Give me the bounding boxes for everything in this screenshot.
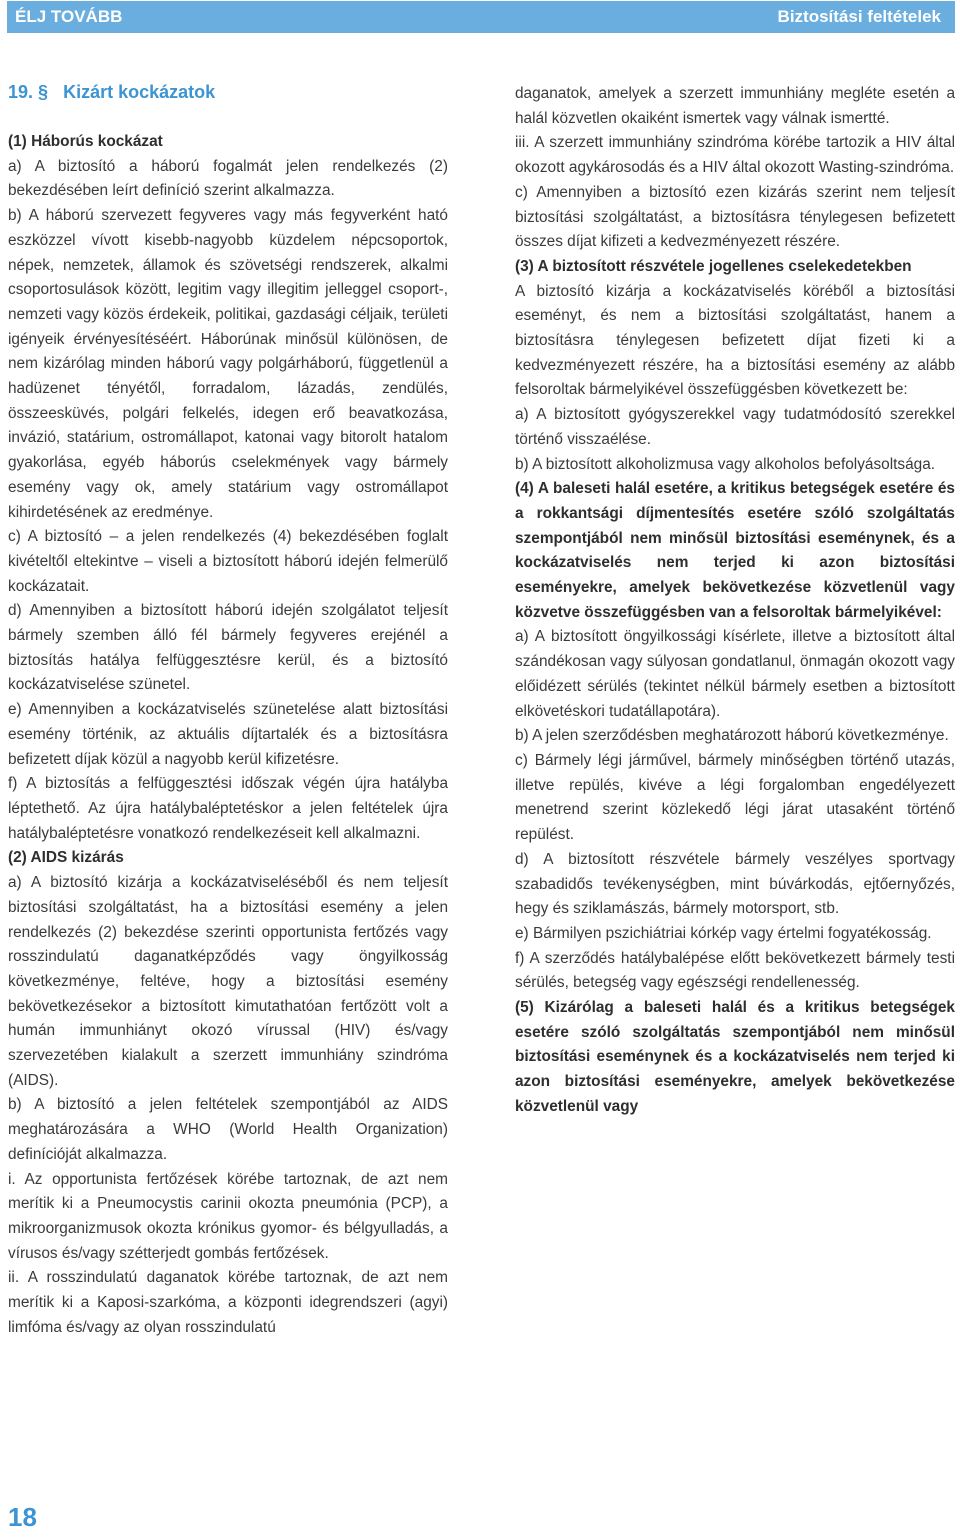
- paragraph: a) A biztosító a háború fogalmát jelen rendelkezés (2) bekezdésében leírt definíció szerint alkalmazza.: [8, 157, 448, 200]
- paragraph: b) A biztosított alkoholizmusa vagy alkoholos befolyásoltsága.: [515, 455, 936, 473]
- left-column: [8, 80, 448, 1340]
- paragraph: ii. A rosszindulatú daganatok körébe tartoznak, de azt nem merítik ki a Kaposi-szarkóma, a központi idegrendszeri (agyi) limfóma és/vagy az olyan rosszindulatú: [8, 1269, 448, 1336]
- section-title-text: Kizárt kockázatok: [63, 82, 216, 102]
- paragraph: d) A biztosított részvétele bármely veszélyes sportvagy szabadidős tevékenységben, mint búvárkodás, ejtőernyőzés, hegy és sziklamászás, bármely motorsport, stb.: [515, 850, 955, 918]
- paragraph: e) Amennyiben a kockázatviselés szünetelése alatt biztosítási esemény történik, az aktuális díjtartalék és a biztosításra befizetett díjak közül a nagyobb kerül kifizetésre.: [8, 701, 448, 768]
- paragraph: e) Bármilyen pszichiátriai kórkép vagy értelmi fogyatékosság.: [515, 924, 932, 942]
- paragraph: a) A biztosított öngyilkossági kísérlete, illetve a biztosított által szándékosan vagy súlyosan gondatlanul, önmagán okozott vagy előidézett sérülés (tekintet nélkül bármely esetben a biztosított elkövetéskori tudatállapotára).: [515, 628, 955, 720]
- paragraph: c) Amennyiben a biztosító ezen kizárás szerint nem teljesít biztosítási szolgáltatást, a biztosításra ténylegesen befizetett összes díjat kifizeti a kedvezményezett részére.: [515, 183, 955, 251]
- section-number: 19.: [8, 82, 34, 102]
- subsection-heading: (2) AIDS kizárás: [8, 849, 124, 867]
- paragraph: c) A biztosító – a jelen rendelkezés (4) bekezdésében foglalt kivételtől eltekintve – viseli a biztosított háború idején felmerülő kockázatait.: [8, 528, 448, 595]
- paragraph: f) A biztosítás a felfüggesztési időszak végén újra hatályba léptethető. Az újra hatálybaléptetéskor a jelen feltételek újra hatálybaléptetésre vonatkozó rendelkezéseit kell alkalmazni.: [8, 775, 448, 842]
- paragraph: A biztosító kizárja a kockázatviselés köréből a biztosítási eseményt, és nem a biztosítási szolgáltatást, hanem a biztosításra ténylegesen befizetett díjat fizeti ki a kedvezményezett részére, ha a biztosítási esemény az alább felsoroltak bármelyikével összefüggésben következett be:: [515, 282, 955, 399]
- paragraph: a) A biztosító kizárja a kockázatviseléséből és nem teljesít biztosítási szolgáltatást, ha a biztosítási esemény a jelen rendelkezés (2) bekezdése szerinti opportunista fertőzés vagy rosszindulatú daganatképződés vagy öngyilkosság következménye, feltéve, hogy a biztosítási esemény bekövetkezésekor a biztosított kimutathatóan fertőzött volt a humán immunhiányt okozó vírussal (HIV) és/vagy szervezetében kialakult a szerzett immunhiány szindróma (AIDS).: [8, 874, 448, 1089]
- paragraph: b) A jelen szerződésben meghatározott háború következménye.: [515, 727, 949, 745]
- brand-label: ÉLJ TOVÁBB: [15, 7, 123, 26]
- paragraph: b) A háború szervezett fegyveres vagy más fegyverként ható eszközzel vívott kisebb-nagyobb küzdelem népcsoportok, népek, nemzetek, államok és szövetségi rendszerek, alkalmi csoportosulások között, legitim vagy illegitim jelleggel csoport-, nemzeti vagy közös érdekeik, politikai, gazdasági céljaik, területi igényeik érvényesítéséért. Háborúnak minősül különösen, de nem kizárólag minden háború vagy polgárháború, függetlenül a hadüzenet tényétől, forradalom, lázadás, zendülés, összeesküvés, polgári felkelés, idegen erő beavatkozása, invázió, statárium, ostromállapot, katonai vagy bitorolt hatalom gyakorlása, egyéb háborús cselekmények vagy bármely esemény vagy ok, amely statárium vagy ostromállapot kihirdetésének az eredménye.: [8, 207, 448, 521]
- bold-paragraph: (4) A baleseti halál esetére, a kritikus betegségek esetére és a rokkantsági díjmentesítés esetére szóló szolgáltatás szempontjából nem minősül biztosítási eseménynek, és a kockázatviselés nem terjed ki azon biztosítási eseményekre, amelyek bekövetkezése közvetlenül vagy közvetve összefüggésben van a felsoroltak bármelyikével:: [515, 480, 955, 621]
- paragraph: daganatok, amelyek a szerzett immunhiány megléte esetén a halál közvetlen okaiként ismertek vagy válnak ismertté.: [515, 85, 955, 127]
- paragraph: c) Bármely légi járművel, bármely minőségben történő utazás, illetve repülés, kivéve a légi forgalomban engedélyezett menetrend szerint közlekedő légi járat utasaként történő repülést.: [515, 751, 955, 844]
- paragraph: i. Az opportunista fertőzések körébe tartoznak, de azt nem merítik ki a Pneumocystis carinii okozta pneumónia (PCP), a mikroorganizmusok okozta krónikus gyomor- és bélgyulladás, a vírusos és/vagy szétterjedt gombás fertőzések.: [8, 1170, 448, 1262]
- header-bar: [7, 1, 955, 33]
- paragraph: d) Amennyiben a biztosított háború idején szolgálatot teljesít bármely szemben álló fél bármely fegyveres erejénél a biztosítás hatálya felfüggesztésre kerül, és a biztosító kockázatviselése szünetel.: [8, 602, 448, 694]
- right-column-body: [515, 82, 955, 1120]
- paragraph: iii. A szerzett immunhiány szindróma körébe tartozik a HIV által okozott agykárosodás és a HIV által okozott Wasting-szindróma.: [515, 134, 955, 177]
- paragraph: a) A biztosított gyógyszerekkel vagy tudatmódosító szerekkel történő visszaélése.: [515, 406, 955, 448]
- section-symbol: §: [38, 82, 49, 102]
- paragraph: f) A szerződés hatálybalépése előtt bekövetkezett bármely testi sérülés, betegség vagy egészségi rendellenesség.: [515, 949, 955, 992]
- section-title: [8, 80, 448, 104]
- bold-paragraph: (5) Kizárólag a baleseti halál és a kritikus betegségek esetére szóló szolgáltatás szempontjából nem minősül biztosítási eseménynek és a kockázatviselés nem terjed ki azon biztosítási eseményekre, amelyek bekövetkezése közvetlenül vagy: [515, 999, 955, 1115]
- page-number: 18: [8, 1502, 37, 1532]
- document-section-label: Biztosítási feltételek: [777, 7, 941, 26]
- subsection-heading: (1) Háborús kockázat: [8, 133, 163, 150]
- right-column: [515, 82, 955, 1120]
- left-column-body: [8, 130, 448, 1340]
- subsection-heading: (3) A biztosított részvétele jogellenes cselekedetekben: [515, 257, 912, 275]
- paragraph: b) A biztosító a jelen feltételek szempontjából az AIDS meghatározására a WHO (World Health Organization) definícióját alkalmazza.: [8, 1096, 448, 1163]
